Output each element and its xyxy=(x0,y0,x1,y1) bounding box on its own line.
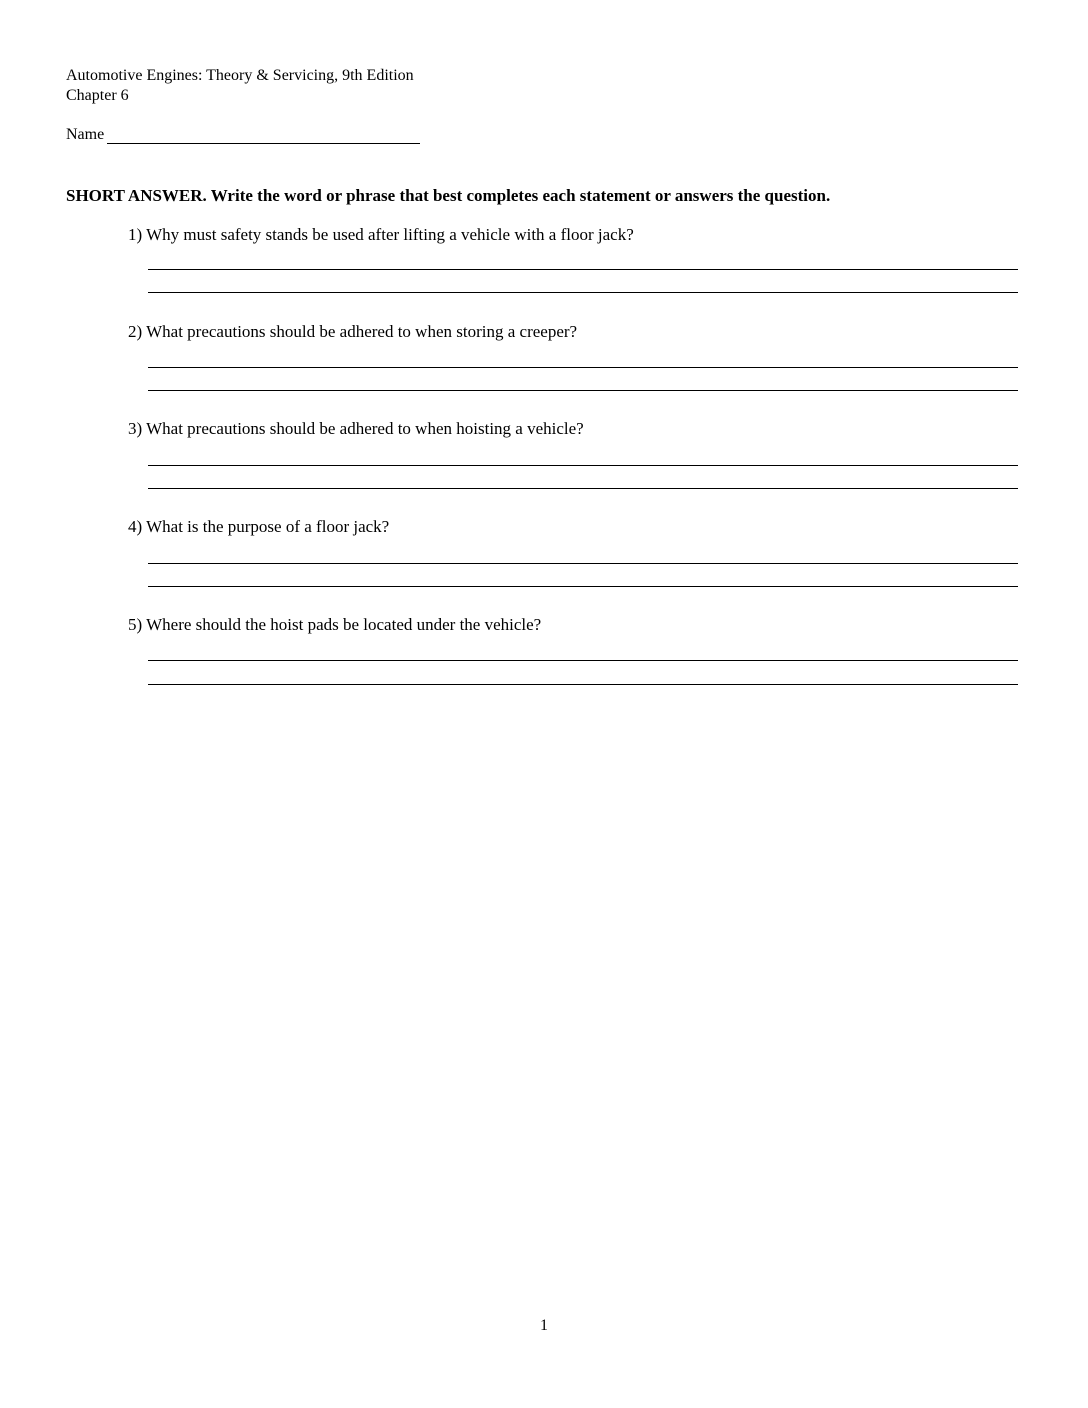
answer-line-1a[interactable] xyxy=(148,269,1018,270)
name-field[interactable] xyxy=(107,143,420,144)
answer-line-4b[interactable] xyxy=(148,586,1018,587)
answer-line-3a[interactable] xyxy=(148,465,1018,466)
section-instructions: SHORT ANSWER. Write the word or phrase that best completes each statement or answers the question. xyxy=(66,186,831,205)
page-number: 1 xyxy=(540,1317,548,1334)
answer-line-3b[interactable] xyxy=(148,488,1018,489)
answer-line-5a[interactable] xyxy=(148,660,1018,661)
question-3: 3) What precautions should be adhered to when hoisting a vehicle? xyxy=(128,419,584,438)
question-2: 2) What precautions should be adhered to when storing a creeper? xyxy=(128,322,578,341)
answer-line-4a[interactable] xyxy=(148,563,1018,564)
name-label: Name xyxy=(66,126,105,143)
question-5: 5) Where should the hoist pads be located under the vehicle? xyxy=(128,615,542,634)
answer-line-2a[interactable] xyxy=(148,367,1018,368)
question-1: 1) Why must safety stands be used after lifting a vehicle with a floor jack? xyxy=(128,225,634,244)
chapter-label: Chapter 6 xyxy=(66,87,129,104)
answer-line-2b[interactable] xyxy=(148,390,1018,391)
book-title: Automotive Engines: Theory & Servicing, 9th Edition xyxy=(66,67,414,84)
answer-line-1b[interactable] xyxy=(148,292,1018,293)
question-4: 4) What is the purpose of a floor jack? xyxy=(128,517,390,536)
answer-line-5b[interactable] xyxy=(148,684,1018,685)
